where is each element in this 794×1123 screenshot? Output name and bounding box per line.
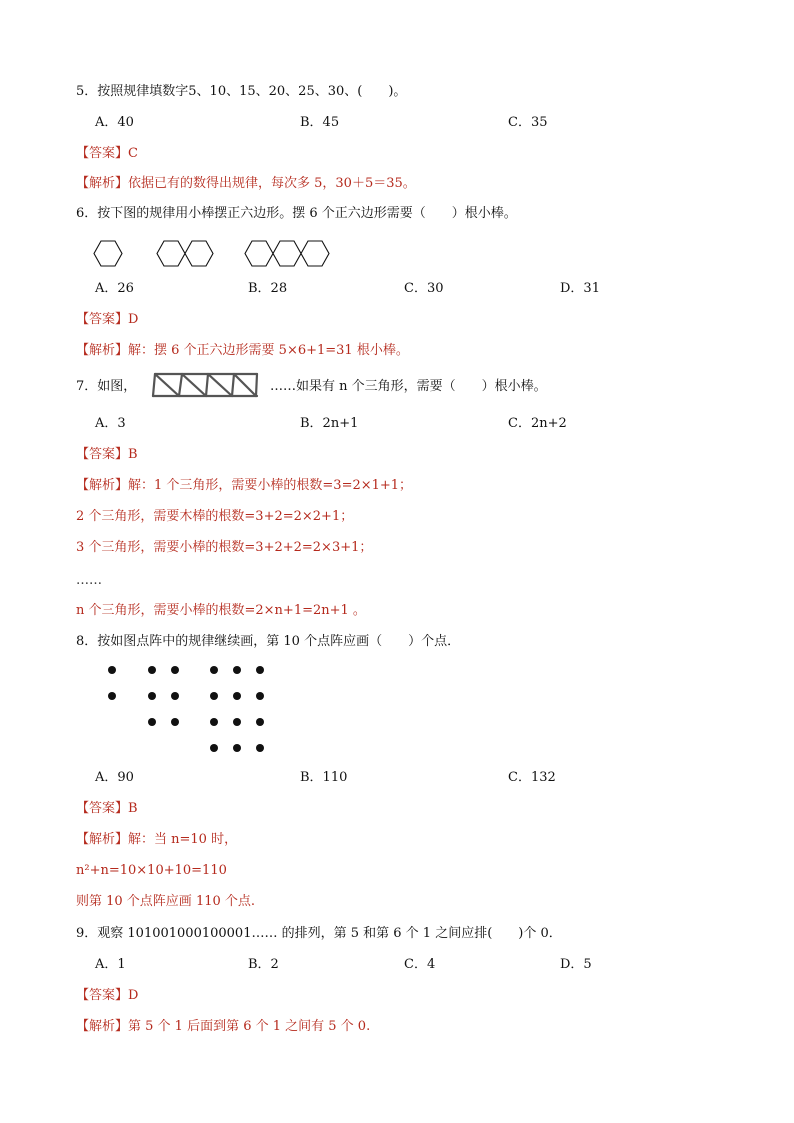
dot [148, 718, 156, 726]
q6-option-d: D．31 [560, 281, 600, 296]
q8-option-a: A．90 [95, 770, 134, 785]
q5-analysis: 【解析】依据已有的数得出规律，每次多 5，30＋5＝35。 [76, 176, 416, 191]
dot [148, 692, 156, 700]
q8-analysis-line-2: n²+n=10×10+10=110 [76, 863, 227, 878]
q8-stem: 8．按如图点阵中的规律继续画，第 10 个点阵应画（ ）个点． [76, 634, 461, 649]
q7-analysis-ellipsis: …… [76, 573, 102, 588]
dot [233, 666, 241, 674]
dot [171, 718, 179, 726]
q7-answer: 【答案】B [76, 447, 138, 462]
dot [171, 692, 179, 700]
q9-stem: 9．观察 101001000100001…… 的排列，第 5 和第 6 个 1 之间应排( )个 0． [76, 926, 562, 941]
dot [210, 666, 218, 674]
dot-array-figure [100, 660, 270, 756]
q8-answer: 【答案】B [76, 801, 138, 816]
hexagon-3c [301, 241, 329, 266]
q7-analysis-line-5: n 个三角形，需要小棒的根数=2×n+1=2n+1 。 [76, 603, 366, 618]
dot [256, 666, 264, 674]
dot [210, 718, 218, 726]
q9-option-c: C．4 [404, 957, 436, 972]
q8-option-b: B．110 [300, 770, 348, 785]
dot [210, 744, 218, 752]
q7-option-b: B．2n+1 [300, 416, 359, 431]
q9-analysis: 【解析】第 5 个 1 后面到第 6 个 1 之间有 5 个 0. [76, 1019, 371, 1034]
dot [210, 692, 218, 700]
dot [171, 666, 179, 674]
hexagon-3b [273, 241, 301, 266]
q5-option-c: C．35 [508, 115, 548, 130]
q5-option-a: A．40 [95, 115, 134, 130]
q6-analysis: 【解析】解：摆 6 个正六边形需要 5×6+1=31 根小棒。 [76, 343, 409, 358]
dot [233, 718, 241, 726]
q7-option-c: C．2n+2 [508, 416, 567, 431]
q6-option-c: C．30 [404, 281, 444, 296]
hexagon-1 [94, 241, 122, 266]
q6-answer: 【答案】D [76, 312, 139, 327]
hexagon-pattern-figure [90, 236, 330, 272]
q9-option-a: A．1 [95, 957, 126, 972]
q9-option-b: B．2 [248, 957, 279, 972]
dot [148, 666, 156, 674]
q5-answer: 【答案】C [76, 146, 138, 161]
dot [256, 692, 264, 700]
q6-option-b: B．28 [248, 281, 288, 296]
dot [108, 666, 116, 674]
triangle-sticks-figure [150, 370, 262, 400]
dot [233, 744, 241, 752]
q5-option-b: B．45 [300, 115, 340, 130]
hexagon-3a [245, 241, 273, 266]
q7-stem-suffix: ……如果有 n 个三角形，需要（ ）根小棒。 [270, 379, 547, 394]
q9-option-d: D．5 [560, 957, 592, 972]
q7-stem-prefix: 7．如图， [76, 379, 137, 394]
q8-analysis-line-3: 则第 10 个点阵应画 110 个点. [76, 894, 256, 909]
q8-analysis-line-1: 【解析】解：当 n=10 时， [76, 832, 238, 847]
q7-option-a: A．3 [95, 416, 126, 431]
q7-analysis-line-1: 【解析】解：1 个三角形，需要小棒的根数=3=2×1+1； [76, 478, 413, 493]
hexagon-2a [157, 241, 185, 266]
dot [108, 692, 116, 700]
hexagon-2b [185, 241, 213, 266]
q7-analysis-line-3: 3 个三角形，需要小棒的根数=3+2+2=2×3+1； [76, 540, 373, 555]
q6-option-a: A．26 [95, 281, 134, 296]
q9-answer: 【答案】D [76, 988, 139, 1003]
q8-option-c: C．132 [508, 770, 556, 785]
q5-stem: 5．按照规律填数字5、10、15、20、25、30、( )。 [76, 84, 407, 99]
dot [256, 718, 264, 726]
q7-analysis-line-2: 2 个三角形，需要木棒的根数=3+2=2×2+1； [76, 509, 354, 524]
q6-stem: 6．按下图的规律用小棒摆正六边形。摆 6 个正六边形需要（ ）根小棒。 [76, 206, 517, 221]
dot [256, 744, 264, 752]
dot [233, 692, 241, 700]
